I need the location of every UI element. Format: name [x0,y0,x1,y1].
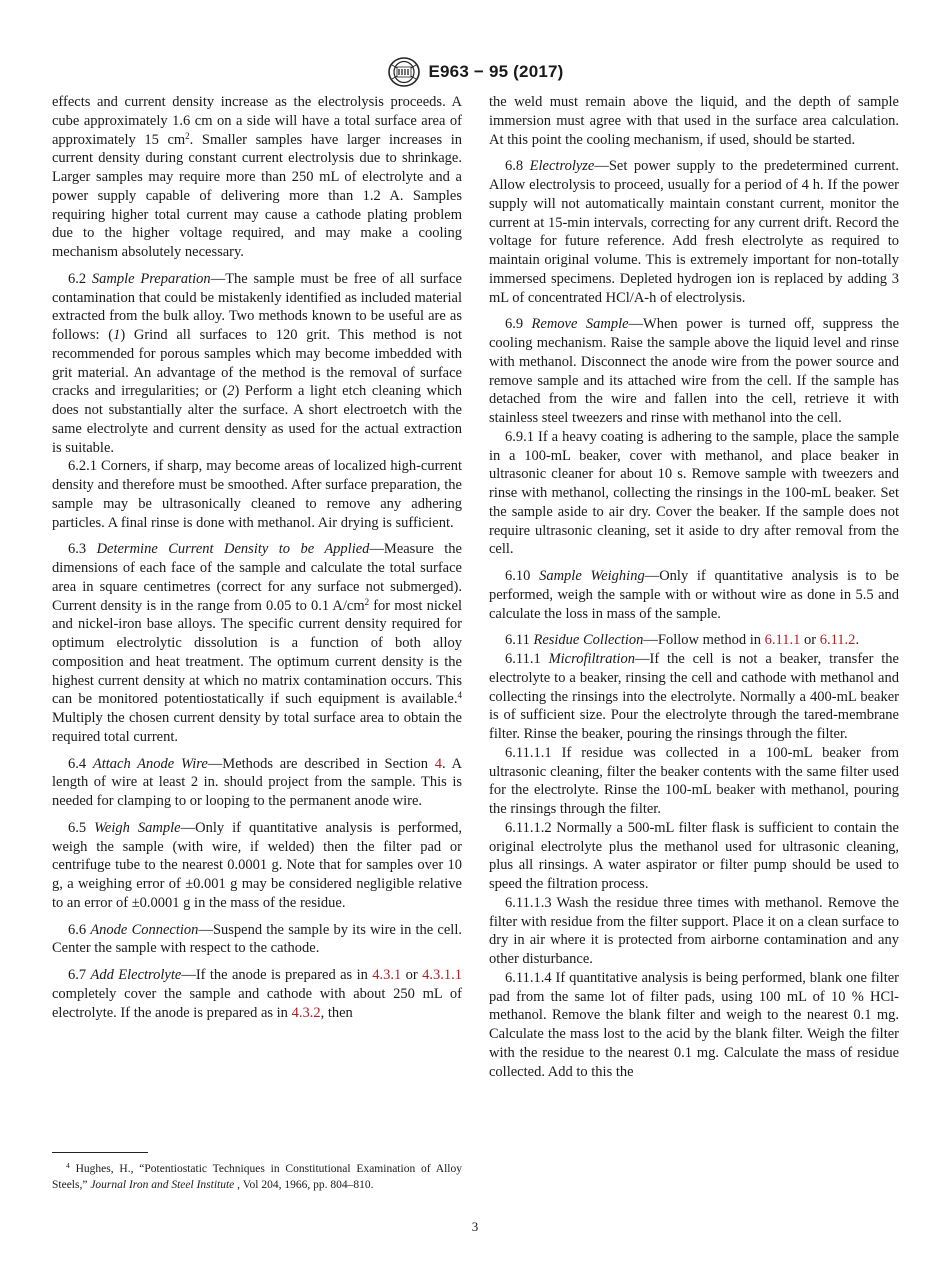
page-header [0,56,950,88]
section-6-9: 6.9 Remove Sample—When power is turned off, suppress the cooling mechanism. Raise the sample above the liquid level and rinse with methanol. Disconnect the anode wire from the power source and remove sample and its attached wire from the cell. If the sample has detached from the wire and fallen into the cell, retrieve it with stainless steel tweezers and rinse with methanol into the cell. [489,316,900,426]
section-4-3-1-link[interactable]: 4.3.1 [372,967,402,983]
section-6-4: 6.4 Attach Anode Wire—Methods are described in Section 4. A length of wire at least 2 in. should project from the sample. This is needed for clamping to or looping to the permanent anode wire. [52,755,463,809]
section-6-11-1: 6.11.1 Microfiltration—If the cell is not a beaker, transfer the electrolyte to a beaker, rinsing the cell and cathode with methanol and collecting the rinsings into the electrolyte. Normally a 400-mL beaker is of sufficient size. Pour the electrolyte through the tared-membrane filter. Rinse the beaker, pouring the rinsings through the filter. [489,651,899,742]
section-6-9-1: 6.9.1 If a heavy coating is adhering to the sample, place the sample in a 100-mL beaker, cover with methanol, and place beaker in ultrasonic cleaner for about 10 s. Remove sample with tweezers and rinse with methanol, collecting the rinsings in the 100-mL beaker. Set the sample aside to air dry. Cover the beaker. If the sample does not require ultrasonic cleaning, set it aside to dry after removal from the cell. [489,428,899,558]
left-column [52,93,462,1022]
footnote-4: $^4$ Hughes, H., “Potentiostatic Techniques in Constitutional Examination of Alloy Steels,” Journal Iron and Steel Institute , Vol 204, 1966, pp. 804–810. [52,1161,462,1191]
section-6-2-1: 6.2.1 Corners, if sharp, may become areas of localized high-current density and therefore must be smoothed. After surface preparation, the sample may be ultrasonically cleaned to remove any adhering particles. A final rinse is done with methanol. Air drying is sufficient. [52,458,462,531]
section-6-11-2-link[interactable]: 6.11.2 [819,632,856,649]
section-6-5: 6.5 Weigh Sample—Only if quantitative analysis is performed, weigh the sample (with wire, if welded) then the filter pad or centrifuge tube to the nearest 0.0001 g. Note that for samples over 10 g, a weighing error of ±0.001 g may be considered negligible relative to an error of ±0.0001 g in the mass of the residue. [52,819,462,911]
section-6-3: 6.3 Determine Current Density to be Applied—Measure the dimensions of each face of the sample and calculate the total surface area in square centimetres (correct for any surface not submerged). Current density is in the range from 0.05 to 0.1 $A/cm^2$ for most nickel and nickel-iron base alloys. The specific current density required for optimum electrolytic dissolution is a function of both alloy composition and heat treatment. The optimum current density is the highest current density at which no matrix contamination occurs. This can be monitored potentiostatically if such equipment is available.$^4$ Multiply the chosen current density by total surface area to obtain the required total current. [52,541,462,745]
section-6-10: 6.10 Sample Weighing—Only if quantitative analysis is to be performed, weigh the sample with or without wire as done in 5.5 and calculate the loss in mass of the sample. [489,568,899,622]
page-number: 3 [471,1219,479,1234]
astm-logo-icon [386,56,422,88]
section-4-3-1-1-link[interactable]: 4.3.1.1 [422,967,462,983]
section-6-11-1-link[interactable]: 6.11.1 [764,632,801,649]
footnote-divider [52,1152,148,1153]
section-6-7: 6.7 Add Electrolyte—If the anode is prepared as in 4.3.1 or 4.3.1.1 completely cover the sample and cathode with about 250 mL of electrolyte. If the anode is prepared as in 4.3.2, then [52,967,462,1021]
paragraph-6-1-continued: effects and current density increase as the electrolysis proceeds. A cube approximately 1.6 cm on a side will have a total surface area of approximately 15 $cm^2$. Smaller samples have larger increases in current density during constant current electrolysis due to shrinkage. Larger samples may require more than 250 mL of electrolyte and a power supply capable of delivering more than 1.2 A. Samples requiring higher total current may cause a cathode plating problem due to the higher voltage required, and may make a cooling mechanism absolutely necessary. [52,94,462,260]
paragraph-6-7-continued: the weld must remain above the liquid, and the depth of sample immersion must agree with that used in the surface area calculation. At this point the cooling mechanism, if used, should be started. [489,94,899,148]
section-6-11-1-2: 6.11.1.2 Normally a 500-mL filter flask is sufficient to contain the original electrolyte plus the methanol used for ultrasonic cleaning, plus all rinsings. A water aspirator or filter pump should be used to speed the filtration process. [489,819,899,892]
section-6-6: 6.6 Anode Connection—Suspend the sample by its wire in the cell. Center the sample with respect to the cathode. [52,921,462,957]
section-4-3-2-link[interactable]: 4.3.2 [291,1004,321,1021]
section-6-11: 6.11 Residue Collection—Follow method in 6.11.1 or 6.11.2. [505,632,860,649]
section-6-8: 6.8 Electrolyze—Set power supply to the predetermined current. Allow electrolysis to proceed, usually for a period of 4 h. If the power supply will not automatically maintain constant current, monitor the current at 15-min intervals, correcting for any current drift. Record the voltage for future reference. Add fresh electrolyte as required to maintain original volume. This is extremely important for non-totally immersed specimens. Depleted hydrogen ion is replaced by adding 3 mL of concentrated HCl/A-h of electrolysis. [489,158,899,306]
section-6-11-1-4: 6.11.1.4 If quantitative analysis is being performed, blank one filter pad from the same lot of filter pads, using 100 mL of 10 % HCl-methanol. Remove the blank filter and weigh to the nearest 0.1 mg. Calculate the mass lost to the acid by the blank filter. Weigh the filter with the residue to the nearest 0.1 mg. Calculate the mass of residue collected. Add to this the [489,969,899,1080]
section-6-2: 6.2 Sample Preparation—The sample must be free of all surface contamination that could be mistakenly identified as included material extracted from the bulk alloy. Two methods known to be useful are as follows: (1) Grind all surfaces to 120 grit. This method is not recommended for porous samples which may become imbedded with grit material. An advantage of the method is the removal of surface cracks and irregularities; or (2) Perform a light etch cleaning which does not substantially alter the surface. A short electroetch with the same electrolyte and current density as used for the actual extraction is suitable. [52,270,462,456]
section-6-11-1-1: 6.11.1.1 If residue was collected in a 100-mL beaker from ultrasonic cleaning, filter the beaker contents with the same filter used for the electrolyte. Rinse the 100-mL beaker with methanol, pouring the rinsings through the filter. [489,744,899,817]
section-6-11-1-3: 6.11.1.3 Wash the residue three times with methanol. Remove the filter with residue from the filter support. Place it on a clean surface to dry in air where it is protected from airborne contamination and any other disturbance. [489,894,899,967]
right-column [489,93,899,1081]
document-designation: E963 − 95 (2017) [428,62,564,81]
section-4-link[interactable]: 4 [434,755,442,772]
